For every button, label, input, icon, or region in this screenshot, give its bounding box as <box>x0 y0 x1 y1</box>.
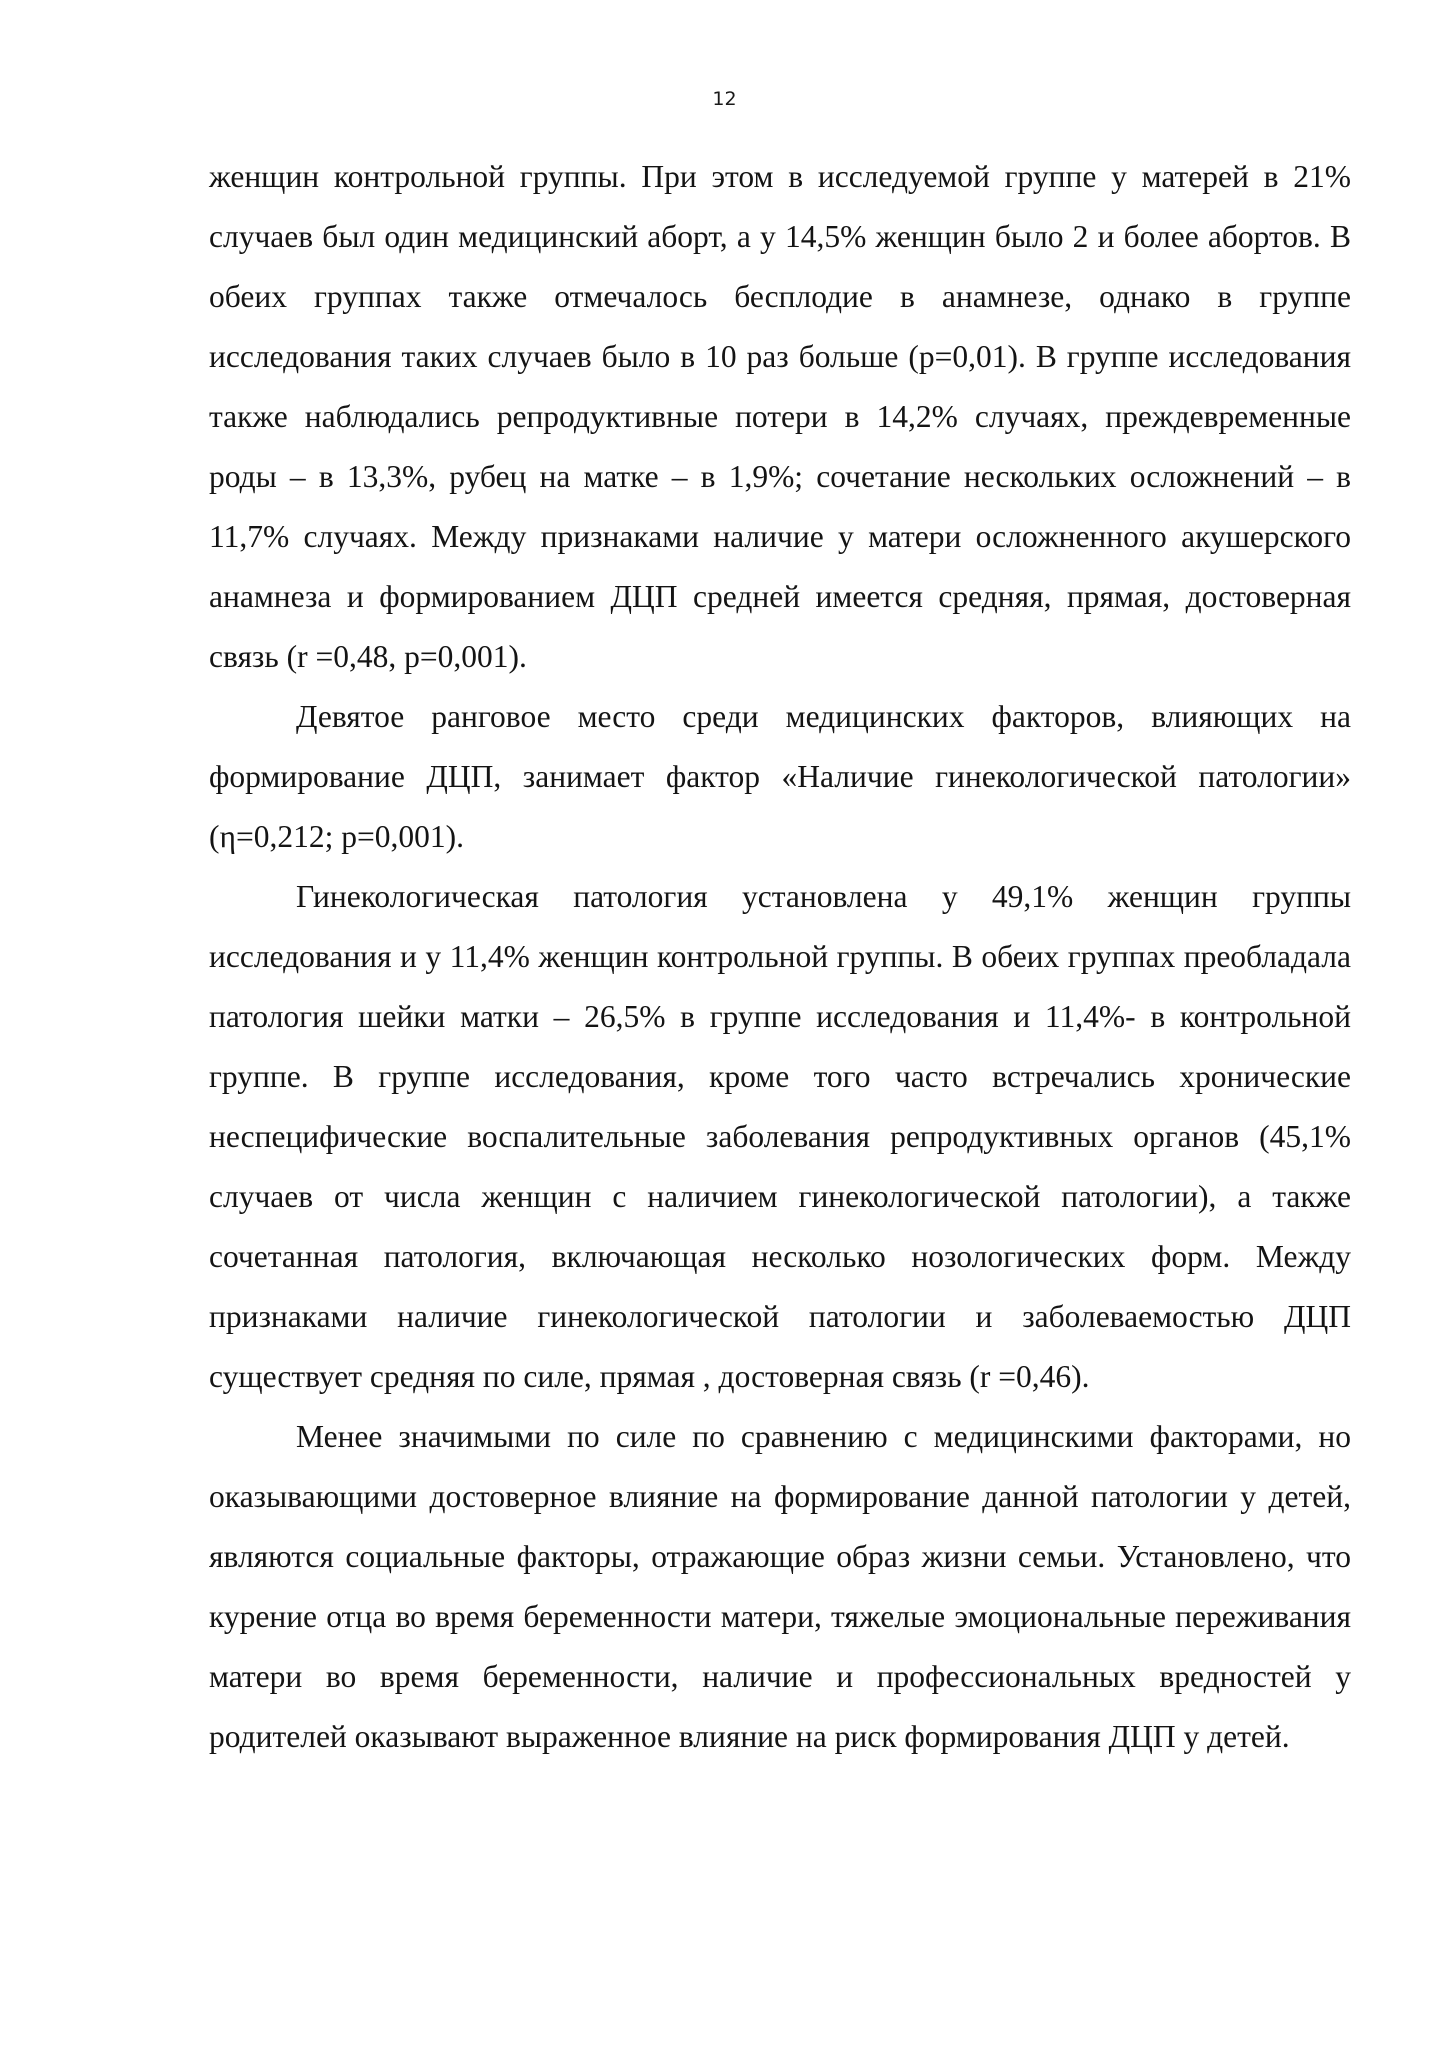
page-number: 12 <box>712 88 737 110</box>
paragraph-gynecological-pathology: Гинекологическая патология установлена у 49,1% женщин группы исследования и у 11,4% женщин контрольной группы. В обеих группах преобладала патология шейки матки – 26,5% в группе исследования и 11,4%- в контрольной группе. В группе исследования, кроме того часто встречались хронические неспецифические воспалительные заболевания репродуктивных органов (45,1% случаев от числа женщин с наличием гинекологической патологии), а также сочетанная патология, включающая несколько нозологических форм. Между признаками наличие гинекологической патологии и заболеваемостью ДЦП существует средняя по силе, прямая , достоверная связь (r =0,46). <box>209 879 1351 1394</box>
paragraph-social-factors: Менее значимыми по силе по сравнению с медицинскими факторами, но оказывающими достоверное влияние на формирование данной патологии у детей, являются социальные факторы, отражающие образ жизни семьи. Установлено, что курение отца во время беременности матери, тяжелые эмоциональные переживания матери во время беременности, наличие и профессиональных вредностей у родителей оказывают выраженное влияние на риск формирования ДЦП у детей. <box>209 1419 1351 1754</box>
paragraph-ninth-factor: Девятое ранговое место среди медицинских факторов, влияющих на формирование ДЦП, занимает фактор «Наличие гинекологической патологии» (η=0,212; р=0,001). <box>209 699 1351 854</box>
paragraph-continuation: женщин контрольной группы. При этом в исследуемой группе у матерей в 21% случаев был один медицинский аборт, а у 14,5% женщин было 2 и более абортов. В обеих группах также отмечалось бесплодие в анамнезе, однако в группе исследования таких случаев было в 10 раз больше (р=0,01). В группе исследования также наблюдались репродуктивные потери в 14,2% случаях, преждевременные роды – в 13,3%, рубец на матке – в 1,9%; сочетание нескольких осложнений – в 11,7% случаях. Между признаками наличие у матери осложненного акушерского анамнеза и формированием ДЦП средней имеется средняя, прямая, достоверная связь (r =0,48, р=0,001). <box>209 159 1351 674</box>
document-body <box>209 147 1351 1767</box>
